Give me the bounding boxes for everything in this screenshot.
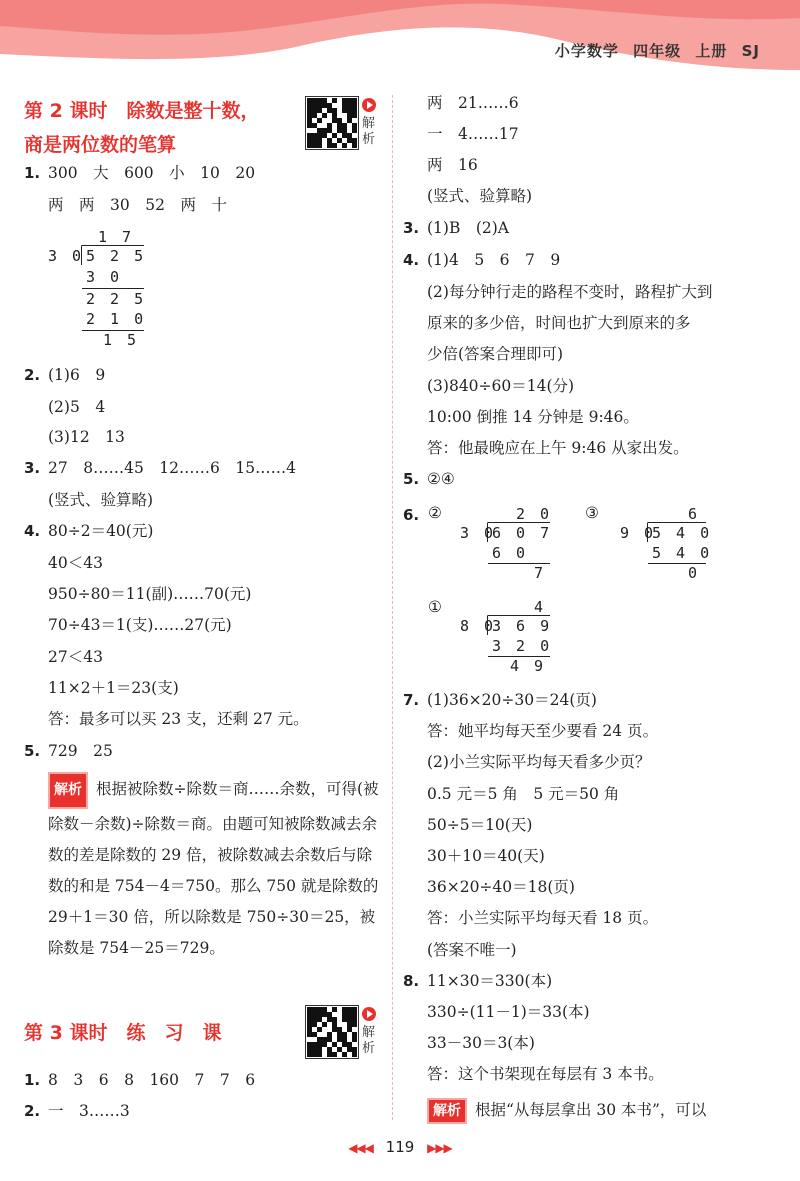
answer-line (403, 282, 712, 302)
answer-text: 10:00 倒推 14 分钟是 9:46。 (427, 408, 639, 426)
question-number: 1. (24, 164, 41, 182)
qr-module (352, 113, 357, 118)
next-arrows-icon[interactable]: ▶▶▶ (427, 1141, 452, 1155)
header-grade: 四年级 (633, 42, 682, 60)
ld1-quotient: 1 7 (98, 228, 135, 246)
answer-line (24, 458, 296, 478)
q6-mark-b: ③ (585, 504, 599, 522)
ld1-rem: 1 5 (103, 331, 140, 349)
answer-text: 330÷(11－1)＝33(本) (427, 1003, 590, 1021)
qr-module (332, 1007, 337, 1012)
answer-text: 一 3……3 (48, 1102, 130, 1120)
answer-line (403, 344, 563, 364)
analysis-tag-1: 解析 (48, 772, 88, 809)
ld4-quotient: 4 (534, 598, 547, 616)
prev-arrows-icon[interactable]: ◀◀◀ (348, 1141, 373, 1155)
ld1-sub2: 2 1 0 (86, 310, 147, 328)
answer-line (403, 469, 455, 489)
answer-line (24, 490, 153, 510)
column-divider (392, 95, 393, 1120)
answer-line (403, 438, 689, 458)
qr-label-2: 解析 (362, 1025, 376, 1056)
answer-line (24, 427, 125, 447)
answer-text: 30＋10＝40(天) (427, 847, 545, 865)
qr-module (317, 143, 322, 148)
answer-line (24, 678, 179, 698)
ld2-bar (488, 522, 550, 523)
question-number: 2. (24, 366, 41, 384)
play-icon-2[interactable] (362, 1007, 376, 1021)
ld3-rem: 0 (688, 564, 701, 582)
ld1-rem1: 2 2 5 (86, 290, 147, 308)
answer-line (403, 1033, 535, 1053)
question-number: 5. (24, 742, 41, 760)
qr-module (322, 113, 327, 118)
answer-line (24, 1101, 130, 1121)
answer-line (403, 877, 575, 897)
answer-line (24, 709, 309, 729)
qr-module (317, 118, 322, 123)
answer-line (24, 195, 227, 215)
long-division-2 (460, 505, 560, 585)
qr-module (352, 128, 357, 133)
question-number: 8. (403, 971, 420, 990)
answer-line (24, 397, 105, 417)
answer-text: 50÷5＝10(天) (427, 815, 533, 834)
question-number: 1. (24, 1071, 41, 1089)
answer-text: 11×30＝330(本) (427, 971, 553, 990)
answer-line (403, 407, 639, 427)
page-number: 119 (385, 1138, 415, 1156)
answer-text: 两 两 30 52 两 十 (48, 196, 227, 214)
answer-line (403, 186, 532, 206)
ld2-rem: 7 (534, 564, 547, 582)
ld4-bar (488, 615, 550, 616)
answer-line (403, 124, 519, 144)
ld2-divisor: 3 0 (460, 524, 497, 542)
q6-number: 6. (403, 506, 420, 524)
ld1-line1 (82, 288, 144, 289)
answer-line (403, 908, 658, 928)
answer-text: (2)每分钟行走的路程不变时，路程扩大到 (427, 283, 713, 301)
answer-text: (竖式、验算略) (48, 491, 154, 509)
ld4-rem: 4 9 (510, 657, 547, 675)
answer-text: 27 8……45 12……6 15……4 (48, 459, 296, 477)
qr-module (342, 143, 347, 148)
qr-module (332, 143, 337, 148)
q6-mark-c: ① (428, 598, 442, 616)
answer-text: 950÷80＝11(副)……70(元) (48, 585, 252, 603)
answer-line (403, 721, 658, 741)
answer-line (403, 155, 478, 175)
answer-line (24, 615, 232, 635)
answer-line (24, 163, 255, 183)
question-number: 3. (403, 219, 420, 237)
answer-text: 答：小兰实际平均每天看 18 页。 (427, 909, 659, 928)
ld1-bar (82, 245, 144, 246)
ld2-dividend: 6 0 7 (492, 524, 553, 542)
answer-line (24, 521, 153, 541)
ld1-divisor: 3 0 (48, 247, 85, 265)
header-edition: SJ (741, 42, 760, 60)
page-footer (0, 1138, 800, 1156)
answer-text: 11×2＋1＝23(支) (48, 679, 179, 697)
analysis-tag-2: 解析 (427, 1098, 467, 1124)
play-icon[interactable] (362, 98, 376, 112)
answer-line (403, 313, 691, 333)
answer-text: 36×20÷40＝18(页) (427, 878, 575, 897)
ld2-sub: 6 0 (492, 544, 529, 562)
answer-line (403, 376, 574, 396)
qr-module (322, 1022, 327, 1027)
answer-text: 300 大 600 小 10 20 (48, 164, 256, 182)
answer-line (403, 815, 532, 835)
long-division-1 (48, 228, 148, 348)
qr-module (317, 1052, 322, 1057)
answer-line (24, 647, 103, 667)
answer-line (403, 846, 545, 866)
answer-line (403, 940, 517, 960)
question-number: 5. (403, 470, 420, 488)
answer-line (403, 752, 650, 772)
answer-line (24, 741, 113, 761)
ld3-divisor: 9 0 (620, 524, 657, 542)
answer-line (403, 1064, 664, 1084)
analysis-text-1: 根据被除数÷除数＝商……余数，可得(被除数－余数)÷除数＝商。由题可知被除数减去余数的差是除数的 29 倍，被除数减去余数后与除数的和是 754－4＝750。那么 750 就是除数的 29＋1＝30 倍，所以除数是 750÷30＝25，被除数是 754－25＝729。 (48, 780, 379, 957)
answer-text: (1)4 5 6 7 9 (427, 251, 561, 269)
answer-text: 两 21……6 (427, 94, 519, 112)
qr-label-1: 解析 (362, 116, 376, 147)
answer-line (403, 218, 509, 238)
header-volume: 上册 (695, 42, 728, 60)
answer-text: 80÷2＝40(元) (48, 522, 154, 540)
answer-text: (3)12 13 (48, 428, 125, 446)
section-title-2: 第 3 课时 练 习 课 (24, 1022, 222, 1044)
answer-text: (2)小兰实际平均每天看多少页？ (427, 753, 651, 772)
ld2-quotient: 2 0 (516, 505, 553, 523)
question-number: 4. (24, 522, 41, 540)
answer-text: 8 3 6 8 160 7 7 6 (48, 1071, 256, 1089)
answer-text: (2)5 4 (48, 398, 106, 416)
answer-text: 答：这个书架现在每层有 3 本书。 (427, 1065, 664, 1084)
answer-line (24, 553, 103, 573)
answer-text: 答：最多可以买 23 支，还剩 27 元。 (48, 710, 309, 728)
answer-text: 70÷43＝1(支)……27(元) (48, 616, 232, 634)
question-number: 4. (403, 251, 420, 269)
answer-line (403, 784, 619, 804)
answer-line (403, 1002, 590, 1022)
qr-module (352, 1022, 357, 1027)
analysis-block-1 (48, 772, 382, 964)
qr-module (352, 1052, 357, 1057)
qr-module (352, 1037, 357, 1042)
answer-text: 答：她平均每天至少要看 24 页。 (427, 722, 659, 741)
answer-text: (1)36×20÷30＝24(页) (427, 691, 597, 709)
answer-text: 原来的多少倍，时间也扩大到原来的多 (427, 314, 691, 332)
qr-module (332, 1052, 337, 1057)
ld4-dividend: 3 6 9 (492, 617, 553, 635)
ld4-divisor: 8 0 (460, 617, 497, 635)
long-division-4 (460, 598, 560, 678)
analysis-block-2 (427, 1098, 706, 1124)
question-number: 3. (24, 459, 41, 477)
ld1-sub1: 3 0 (86, 268, 123, 286)
answer-line (24, 365, 105, 385)
qr-code-1[interactable] (305, 96, 359, 150)
ld3-quotient: 6 (688, 505, 701, 523)
answer-text: 27＜43 (48, 648, 103, 666)
answer-text: (答案不唯一) (427, 940, 517, 959)
ld3-bar (648, 522, 706, 523)
qr-module (332, 98, 337, 103)
answer-line (403, 690, 597, 710)
q6-mark-a: ② (428, 504, 442, 522)
qr-module (317, 1027, 322, 1032)
answer-text: 答：他最晚应在上午 9:46 从家出发。 (427, 439, 689, 457)
answer-text: 40＜43 (48, 554, 103, 572)
analysis-text-2: 根据“从每层拿出 30 本书”，可以 (475, 1101, 707, 1119)
ld1-dividend: 5 2 5 (86, 247, 147, 265)
answer-text: (3)840÷60＝14(分) (427, 377, 575, 395)
answer-text: 0.5 元＝5 角 5 元＝50 角 (427, 784, 620, 803)
answer-line (403, 93, 519, 113)
qr-module (352, 143, 357, 148)
header-subject: 小学数学 (554, 42, 619, 60)
answer-text: 两 16 (427, 156, 478, 174)
answer-line (403, 971, 552, 991)
section-title-1a: 第 2 课时 除数是整十数， (24, 100, 260, 122)
answer-line (24, 584, 251, 604)
qr-code-2[interactable] (305, 1005, 359, 1059)
question-number: 7. (403, 691, 420, 709)
answer-line (403, 250, 560, 270)
answer-text: 一 4……17 (427, 125, 519, 143)
answer-text: ②④ (427, 470, 455, 488)
answer-text: 少倍(答案合理即可) (427, 345, 564, 363)
ld4-sub: 3 2 0 (492, 637, 553, 655)
header-info (555, 40, 760, 61)
long-division-3 (620, 505, 720, 585)
ld3-dividend: 5 4 0 (652, 524, 713, 542)
answer-text: (竖式、验算略) (427, 187, 533, 205)
question-number: 2. (24, 1102, 41, 1120)
ld3-sub: 5 4 0 (652, 544, 713, 562)
answer-text: 33－30＝3(本) (427, 1034, 535, 1053)
section-title-1b: 商是两位数的笔算 (24, 134, 177, 156)
answer-text: 729 25 (48, 742, 113, 760)
answer-line (24, 1070, 255, 1090)
answer-text: (1)B (2)A (427, 219, 509, 237)
qr-module (342, 1052, 347, 1057)
answer-text: (1)6 9 (48, 366, 106, 384)
